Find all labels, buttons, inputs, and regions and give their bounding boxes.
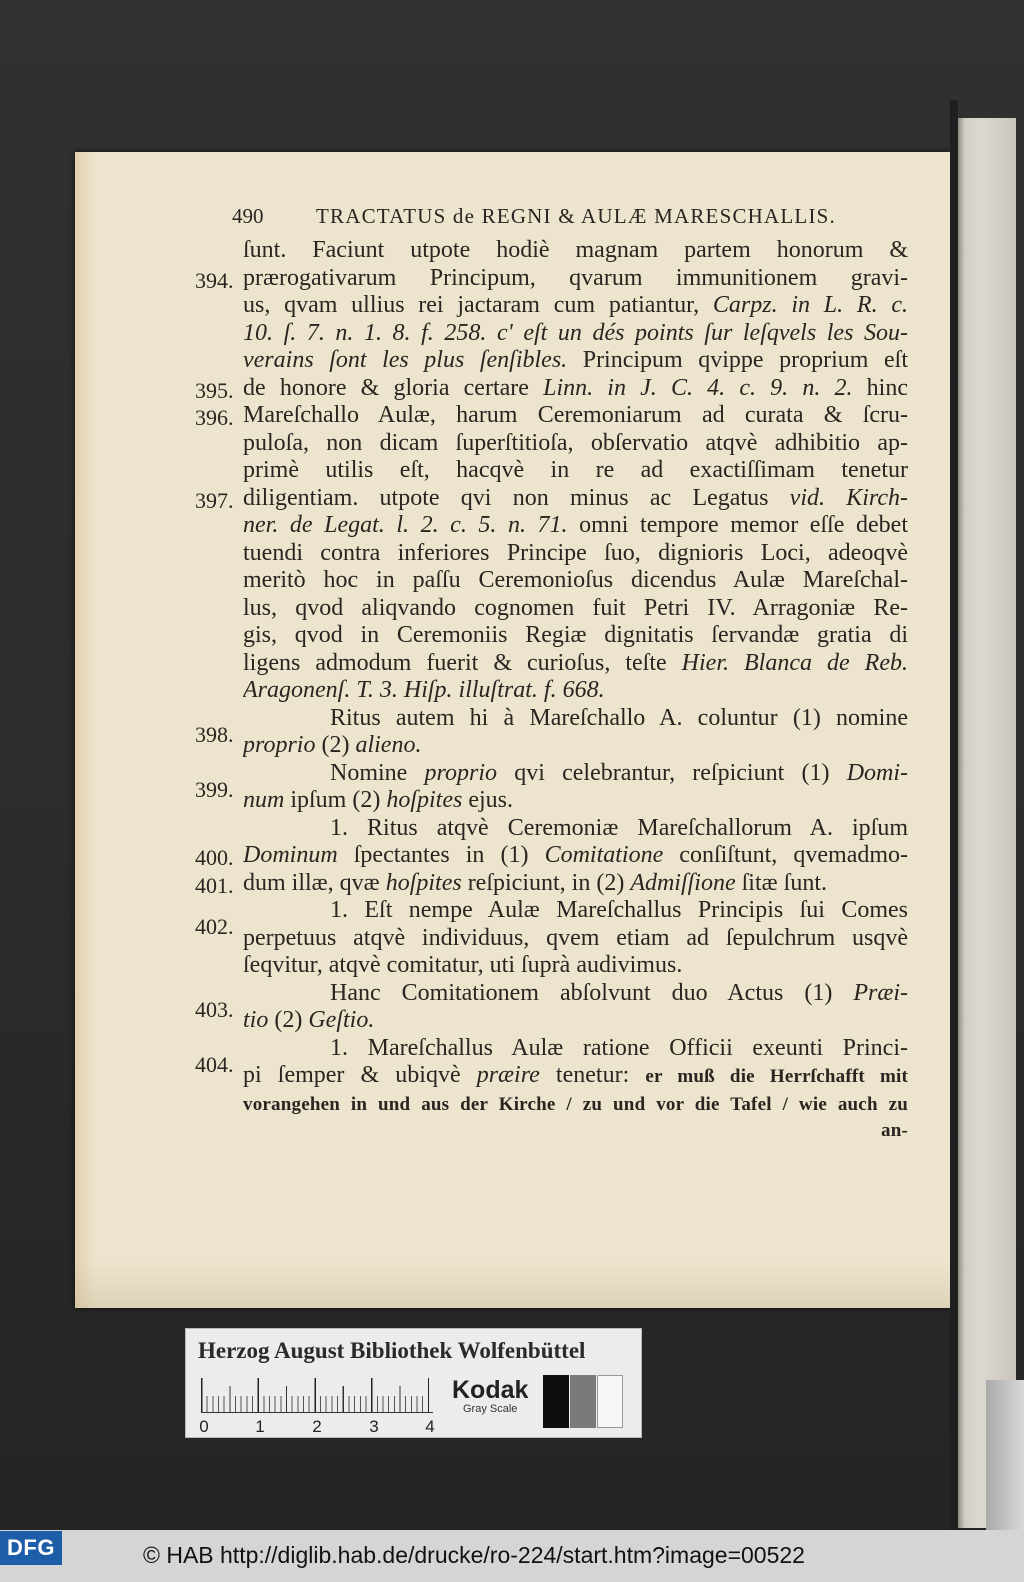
text-line: [243, 512, 908, 540]
text-segment: hoſpites: [386, 787, 463, 813]
text-segment: meritò hoc in paſſu Ceremonioſus dicendus Aulæ Mareſchal-: [243, 567, 908, 593]
text-segment: primè utilis eſt, hacqvè in re ad exactiſſimam tenetur: [243, 457, 908, 483]
line-text: [243, 485, 908, 513]
text-segment: perpetuus atqvè individuus, qvem etiam ad ſepulchrum usqvè: [243, 924, 908, 951]
line-text: [243, 622, 908, 650]
text-segment: omni tempore memor eſſe debet: [567, 512, 908, 538]
text-segment: ejus.: [462, 787, 514, 813]
text-line: [195, 402, 908, 430]
text-segment: hoſpites: [385, 869, 462, 896]
line-text: [330, 815, 908, 843]
line-text: [243, 265, 908, 293]
text-line: [243, 430, 908, 458]
line-text: [243, 925, 908, 953]
text-segment: 1. Ritus atqvè Ceremoniæ Mareſchallorum A. ipſum: [330, 814, 908, 841]
marginal-number: 400.: [195, 845, 234, 870]
line-text: [243, 457, 908, 485]
text-segment: qvi celebrantur, reſpiciunt (1): [497, 759, 847, 786]
text-segment: de honore & gloria certare: [243, 374, 544, 401]
line-text: [330, 897, 908, 925]
text-segment: ſeqvitur, atqvè comitatur, uti ſuprà audivimus.: [243, 952, 683, 978]
text-segment: proprio: [243, 732, 316, 758]
text-segment: lus, qvod aliqvando cognomen fuit Petri IV. Arragoniæ Re-: [243, 594, 908, 621]
text-segment: ſpectantes in (1): [337, 842, 545, 868]
color-scale-target: [185, 1328, 642, 1438]
text-segment: gis, qvod in Ceremoniis Regiæ dignitatis ſervandæ gratia di: [243, 622, 908, 648]
adjacent-page-corner: [986, 1380, 1024, 1530]
white-patch: [597, 1375, 623, 1428]
line-text: [243, 402, 908, 430]
marginal-number: 395.: [195, 377, 234, 403]
text-segment: Mareſchallo Aulæ, harum Ceremoniarum ad curata & ſcru-: [243, 402, 908, 428]
text-segment: hinc: [852, 374, 908, 401]
line-text: [243, 732, 908, 760]
centimeter-ruler: [201, 1378, 433, 1413]
dfg-logo: DFG: [0, 1531, 62, 1565]
line-text: [243, 540, 908, 568]
text-segment: ipſum (2): [284, 787, 387, 813]
text-line: [243, 1090, 908, 1118]
marginal-number: 399.: [195, 776, 234, 802]
marginal-number: 403.: [195, 996, 234, 1022]
marginal-number: 398.: [195, 721, 234, 747]
text-segment: vorangehen in und aus der Kirche / zu und vor die Tafel / wie auch zu: [243, 1093, 908, 1115]
text-segment: Linn. in J. C. 4. c. 9. n. 2.: [543, 374, 853, 401]
line-text: [330, 1035, 908, 1063]
line-text: [243, 292, 908, 320]
text-segment: vid. Kirch-: [789, 484, 908, 511]
marginal-number: 396.: [195, 405, 234, 430]
text-line: [243, 677, 908, 705]
text-segment: (2): [315, 732, 356, 758]
text-line: [243, 952, 908, 980]
catchword: an-: [881, 1120, 908, 1141]
text-segment: prærogativarum Principum, qvarum immunitionem gravi-: [243, 264, 908, 291]
ruler-label: 0: [199, 1417, 209, 1436]
gray-scale-label: Gray Scale: [463, 1403, 518, 1415]
running-head: [232, 203, 882, 229]
text-segment: ſunt. Faciunt utpote hodiè magnam partem honorum &: [243, 237, 908, 263]
text-line: [243, 320, 908, 348]
black-patch: [543, 1375, 569, 1428]
ruler-label: 3: [369, 1417, 379, 1436]
text-segment: tuendi contra inferiores Principe ſuo, dignioris Loci, adeoqvè: [243, 539, 908, 566]
text-line: [243, 1007, 908, 1035]
line-text: [243, 567, 908, 595]
text-line: [243, 237, 908, 265]
text-segment: Dominum: [243, 842, 338, 868]
text-segment: præire: [476, 1062, 540, 1088]
text-line: [243, 650, 908, 678]
line-text: [243, 677, 908, 705]
text-line: [243, 540, 908, 568]
gray-patch: [570, 1375, 596, 1428]
text-segment: 1. Mareſchallus Aulæ ratione Officii exeunti Princi-: [330, 1034, 908, 1061]
text-segment: Hanc Comitationem abſolvunt duo Actus (1): [330, 979, 854, 1006]
text-block: [195, 237, 908, 1117]
ruler-label: 4: [425, 1417, 435, 1436]
marginal-number: 402.: [195, 914, 234, 939]
text-segment: Nomine: [330, 759, 425, 786]
text-segment: (2): [268, 1007, 309, 1033]
text-line: [243, 292, 908, 320]
line-text: [243, 870, 908, 898]
image-credit: © HAB http://diglib.hab.de/drucke/ro-224/start.htm?image=00522: [143, 1542, 805, 1568]
ruler-label: 2: [312, 1417, 322, 1436]
text-line: [243, 622, 908, 650]
text-segment: Aragonenſ. T. 3. Hiſp. illuſtrat. f. 668.: [243, 677, 605, 703]
text-line: [243, 787, 908, 815]
text-segment: tio: [243, 1007, 269, 1033]
text-segment: dum illæ, qvæ: [243, 869, 386, 896]
line-text: [243, 1062, 908, 1090]
text-line: [195, 842, 908, 870]
text-line: [243, 815, 908, 843]
ruler-label: 1: [255, 1417, 265, 1436]
text-segment: 10. ſ. 7. n. 1. 8. f. 258. c' eſt un dés points ſur leſqvels les Sou-: [243, 319, 908, 346]
marginal-number: 404.: [195, 1051, 234, 1077]
institution-name: Herzog August Bibliothek Wolfenbüttel: [198, 1338, 586, 1363]
text-line: [243, 595, 908, 623]
text-line: [243, 347, 908, 375]
text-segment: alieno.: [355, 732, 422, 758]
text-line: [195, 869, 908, 898]
text-segment: ligens admodum fuerit & curioſus, teſte: [243, 649, 682, 676]
text-line: [243, 925, 908, 953]
running-title: TRACTATUS de REGNI & AULÆ MARESCHALLIS.: [316, 204, 836, 228]
text-segment: diligentiam. utpote qvi non minus ac Legatus: [243, 484, 790, 511]
line-text: [330, 980, 908, 1008]
line-text: [243, 650, 908, 678]
line-text: [330, 760, 908, 788]
line-text: [330, 705, 908, 733]
text-line: [243, 1062, 908, 1090]
line-text: [243, 787, 908, 815]
line-text: [243, 237, 908, 265]
text-segment: pi ſemper & ubiqvè: [243, 1062, 477, 1088]
text-segment: Comitatione: [544, 842, 664, 868]
kodak-brand: Kodak: [452, 1376, 529, 1404]
text-segment: conſiſtunt, qvemadmo-: [663, 842, 908, 868]
footer-bar: [0, 1530, 1024, 1582]
marginal-number: 401.: [195, 872, 234, 898]
marginal-number: 397.: [195, 487, 234, 513]
text-segment: ner. de Legat. l. 2. c. 5. n. 71.: [243, 512, 568, 538]
line-text: [243, 430, 908, 458]
text-line: [243, 732, 908, 760]
text-segment: reſpiciunt, in (2): [461, 869, 631, 896]
line-text: [243, 320, 908, 348]
text-line: [195, 484, 908, 513]
adjacent-page-edge: [958, 118, 1016, 1528]
line-text: [243, 347, 908, 375]
text-segment: Geſtio.: [308, 1007, 375, 1033]
text-segment: Præi-: [853, 979, 908, 1006]
text-line: [195, 374, 908, 403]
line-text: [243, 512, 908, 540]
text-segment: tenetur:: [539, 1062, 646, 1088]
line-text: [243, 595, 908, 623]
text-segment: num: [243, 787, 285, 813]
text-segment: Hier. Blanca de Reb.: [681, 649, 908, 676]
line-text: [243, 375, 908, 403]
text-line: [243, 457, 908, 485]
text-segment: Carpz. in L. R. c.: [712, 292, 908, 318]
text-segment: er muß die Herrſchafft mit: [645, 1066, 908, 1087]
text-segment: Principum qvippe proprium eſt: [567, 347, 908, 373]
text-segment: proprio: [424, 759, 498, 786]
text-segment: puloſa, non dicam ſuperſtitioſa, obſervatio atqvè adhibitio ap-: [243, 429, 908, 456]
line-text: [243, 952, 908, 980]
page-gutter-shadow: [950, 100, 958, 1540]
text-segment: Admiſſione: [630, 869, 736, 896]
text-segment: Ritus autem hi à Mareſchallo A. coluntur (1) nomine: [330, 704, 908, 731]
marginal-number: 394.: [195, 267, 234, 293]
page-number: 490: [232, 204, 264, 228]
line-text: [243, 1007, 908, 1035]
text-segment: 1. Eſt nempe Aulæ Mareſchallus Principis ſui Comes: [330, 897, 908, 923]
text-line: [195, 264, 908, 293]
text-line: [243, 567, 908, 595]
line-text: [243, 1090, 908, 1118]
text-segment: verains ſont les plus ſenſibles.: [243, 347, 568, 373]
text-segment: ſitæ ſunt.: [735, 869, 827, 896]
text-segment: Domi-: [846, 759, 908, 786]
line-text: [243, 842, 908, 870]
text-segment: us, qvam ullius rei jactaram cum patiantur,: [243, 292, 713, 318]
